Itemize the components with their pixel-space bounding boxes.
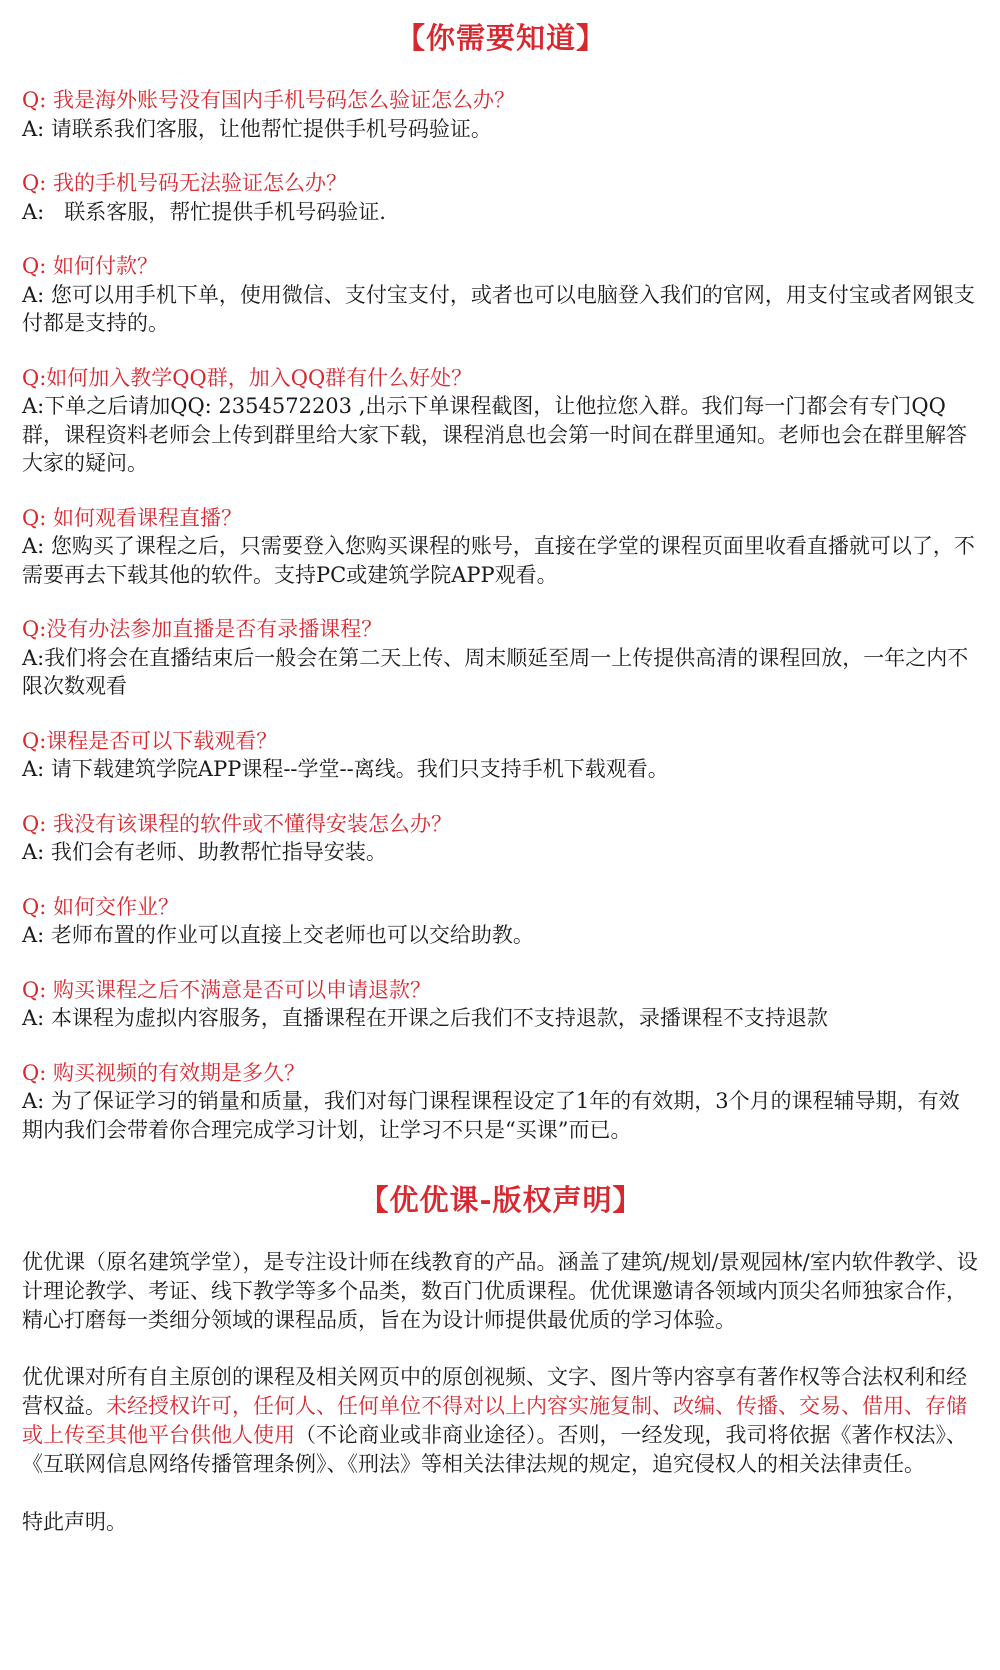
page xyxy=(22,18,980,1565)
faq-answer: A: 您购买了课程之后，只需要登入您购买课程的账号，直接在学堂的课程页面里收看直播就可以了，不需要再去下载其他的软件。支持PC或建筑学院APP观看。 xyxy=(22,534,975,587)
copyright-closing: 特此声明。 xyxy=(22,1509,127,1534)
faq-question: Q: 我的手机号码无法验证怎么办？ xyxy=(22,171,347,195)
faq-question: Q: 我没有该课程的软件或不懂得安装怎么办？ xyxy=(22,811,452,836)
faq-item xyxy=(22,810,980,867)
faq-item xyxy=(22,976,980,1033)
faq-question: Q:没有办法参加直播是否有录播课程？ xyxy=(22,617,383,641)
faq-item xyxy=(22,504,980,590)
faq-answer: A:下单之后请加QQ: 2354572203 ,出示下单课程截图，让他拉您入群。我们每一门都会有专门QQ群，课程资料老师会上传到群里给大家下载，课程消息也会第一时间在群里通知。老师也会在群里解答大家的疑问。 xyxy=(22,394,967,475)
copyright-section xyxy=(22,1180,980,1536)
faq-question: Q: 如何交作业？ xyxy=(22,894,179,919)
faq-item xyxy=(22,1059,980,1145)
faq-question: Q: 我是海外账号没有国内手机号码怎么验证怎么办？ xyxy=(22,88,515,112)
faq-question: Q:如何加入教学QQ群，加入QQ群有什么好处？ xyxy=(22,365,473,390)
rights-consequence: （不论商业或非商业途径）。否则，一经发现，我司将依据《著作权法》、《互联网信息网络传播管理条例》、《刑法》等相关法律法规的规定，追究侵权人的相关法律责任。 xyxy=(22,1422,967,1476)
faq-answer: A: 您可以用手机下单，使用微信、支付宝支付，或者也可以电脑登入我们的官网，用支付宝或者网银支付都是支持的。 xyxy=(22,282,975,335)
copyright-intro: 优优课（原名建筑学堂），是专注设计师在线教育的产品。涵盖了建筑/规划/景观园林/室内软件教学、设计理论教学、考证、线下教学等多个品类，数百门优质课程。优优课邀请各领域内顶尖名师独家合作，精心打磨每一类细分领域的课程品质，旨在为设计师提供最优质的学习体验。 xyxy=(22,1250,978,1332)
faq-question: Q:课程是否可以下载观看？ xyxy=(22,728,278,753)
faq-item xyxy=(22,86,980,143)
faq-item xyxy=(22,169,980,226)
faq-item xyxy=(22,252,980,338)
faq-question: Q: 购买课程之后不满意是否可以申请退款？ xyxy=(22,977,431,1002)
copyright-rights xyxy=(22,1363,980,1478)
faq-answer: A: 请联系我们客服，让他帮忙提供手机号码验证。 xyxy=(22,116,492,141)
faq-answer: A: 请下载建筑学院APP课程--学堂--离线。我们只支持手机下载观看。 xyxy=(22,757,669,781)
faq-question: Q: 如何付款？ xyxy=(22,254,158,278)
faq-item xyxy=(22,615,980,701)
rights-warning: 未经授权许可，任何人、任何单位不得对以上内容实施复制、改编、传播、交易、借用、存储或上传至其他平台供他人使用 xyxy=(22,1394,967,1447)
faq-item xyxy=(22,727,980,784)
faq-answer: A: 联系客服，帮忙提供手机号码验证. xyxy=(22,199,386,224)
faq-question: Q: 购买视频的有效期是多久？ xyxy=(22,1060,305,1085)
faq-list xyxy=(22,86,980,1144)
faq-item xyxy=(22,364,980,478)
faq-answer: A:我们将会在直播结束后一般会在第二天上传、周末顺延至周一上传提供高清的课程回放，一年之内不限次数观看 xyxy=(22,645,969,698)
rights-text: 优优课对所有自主原创的课程及相关网页中的原创视频、文字、图片等内容享有著作权等合法权利和经营权益。 xyxy=(22,1365,967,1419)
faq-item xyxy=(22,893,980,950)
faq-answer: A: 本课程为虚拟内容服务，直播课程在开课之后我们不支持退款，录播课程不支持退款 xyxy=(22,1006,828,1030)
faq-question: Q: 如何观看课程直播？ xyxy=(22,505,242,530)
faq-answer: A: 老师布置的作业可以直接上交老师也可以交给助教。 xyxy=(22,923,534,947)
faq-answer: A: 我们会有老师、助教帮忙指导安装。 xyxy=(22,840,387,864)
copyright-title: 【优优课-版权声明】 xyxy=(359,1183,643,1217)
faq-answer: A: 为了保证学习的销量和质量，我们对每门课程课程设定了1年的有效期，3个月的课程辅导期，有效期内我们会带着你合理完成学习计划，让学习不只是“买课”而已。 xyxy=(22,1089,960,1142)
faq-title: 【你需要知道】 xyxy=(395,21,606,55)
